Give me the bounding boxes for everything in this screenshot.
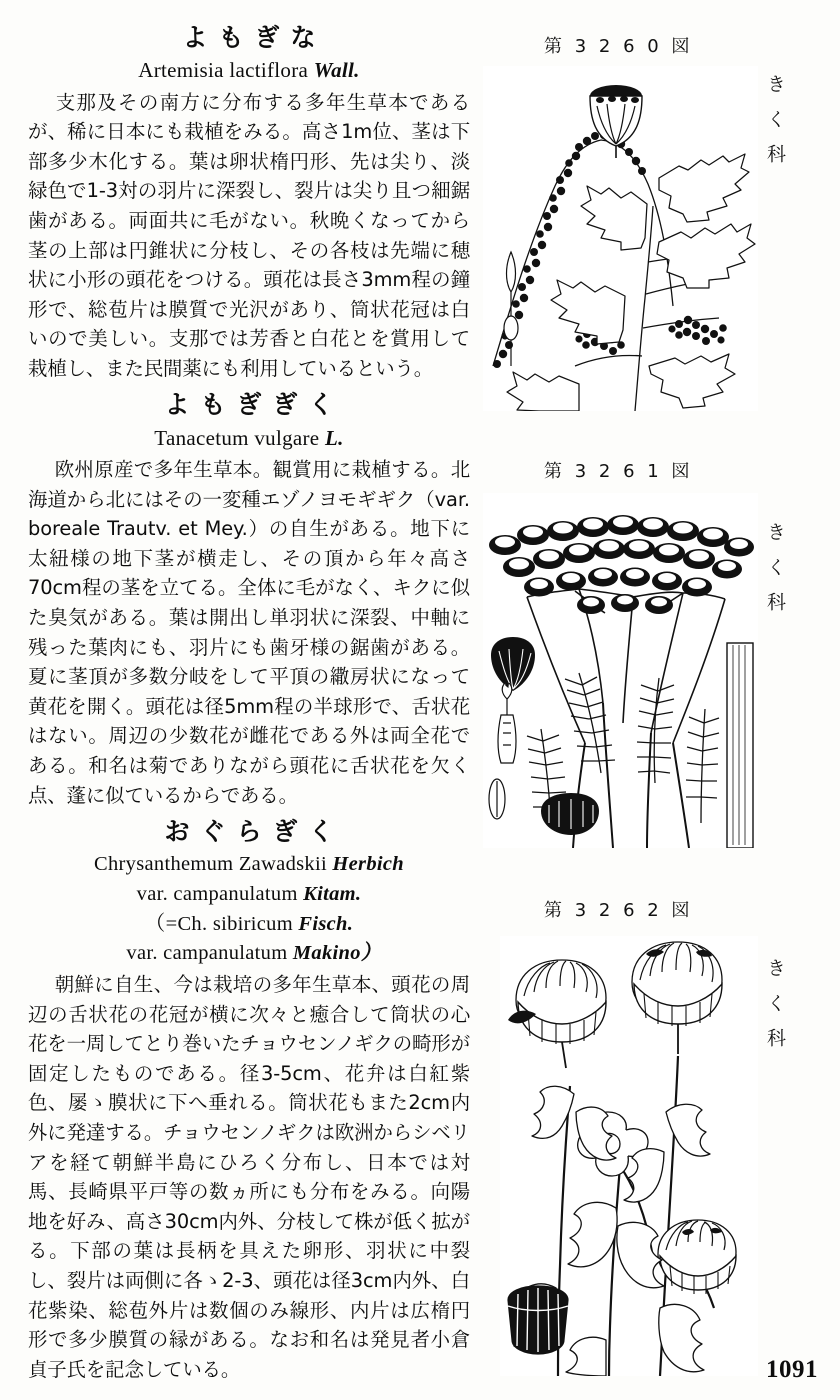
entry-ogurakiku [28,816,470,1384]
family-label-vertical: きく科 [764,522,786,627]
artemisia-lactiflora-illustration [483,66,758,411]
tanacetum-vulgare-illustration [483,493,758,848]
entry-yomogigiku [28,389,470,810]
entry-japanese-name: よもぎな [182,23,327,52]
entry-description [28,88,470,384]
page-number: 1091 [766,1356,818,1383]
chrysanthemum-zawadskii-illustration [500,936,758,1376]
entry-scientific-name [28,57,470,84]
figure-caption: 第 3 2 6 1 図 [544,461,693,482]
scientific-synonym: （=Ch. sibiricum [144,912,293,935]
text-column [28,22,470,1386]
scientific-authority: Wall. [313,58,360,83]
scientific-binomial: Chrysanthemum Zawadskii [94,853,327,876]
scientific-variety: var. campanulatum [136,883,298,906]
figure-3260 [478,0,840,411]
family-label-vertical: きく科 [764,958,786,1063]
entry-description-text: 支那及その南方に分布する多年生草本であるが、稀に日本にも栽植をみる。高さ1m位、茎は下部多少木化する。葉は卵状楕円形、先は尖り、淡緑色で1-3対の羽片に深裂し、裂片は尖り且つ細鋸歯がある。両面共に毛がない。秋晩くなってから茎の上部は円錐状に分枝し、その各枝は先端に穂状に小形の頭花をつける。頭花は長さ3mm程の鐘形で、総苞片は膜質で光沢があり、筒状花冠は白いので美しい。支那では芳香と白花とを賞用して栽植し、また民間薬にも利用しているという。 [28,90,470,380]
scientific-authority: L. [325,425,344,450]
entry-yomogina [28,22,470,383]
figure-column [478,0,840,1400]
entry-description-text: 朝鮮に自生、今は栽培の多年生草本、頭花の周辺の舌状花の花冠が横に次々と癒合して筒状の心花を一周してとり巻いたチョウセンノギクの畸形が固定したものである。径3-5cm、花弁は白紅紫色、屡ゝ膜状に下へ垂れる。筒状花もまた2cm内外に発達する。チョウセンノギクは欧洲からシベリアを経て朝鮮半島にひろく分布し、日本では対馬、長崎県平戸等の数ヵ所にも分布をみる。向陽地を好み、高さ30cm内外、分枝して株が低く拡がる。下部の葉は長柄を具えた卵形、羽状に中裂し、裂片は両側に各ゝ2-3、頭花は径3cm内外、白花紫染、総苞外片は数個のみ線形、内片は広楕円形で多少膜質の縁がある。なお和名は発見者小倉貞子氏を記念している。 [28,972,470,1381]
figure-caption: 第 3 2 6 0 図 [544,36,693,57]
scientific-variety: var. campanulatum [126,942,288,965]
entry-description [28,455,470,810]
family-label-vertical: きく科 [764,74,786,179]
entry-scientific-name [28,425,470,452]
figure-3261 [478,432,840,848]
entry-japanese-name: おぐらぎく [164,817,345,847]
scientific-binomial: Artemisia lactiflora [138,58,309,83]
scientific-binomial: Tanacetum vulgare [154,425,320,450]
entry-scientific-name-line-2 [28,881,470,908]
scientific-authority: Kitam. [303,883,362,906]
entry-scientific-synonym-line-1 [28,911,470,938]
entry-japanese-name: よもぎぎく [164,390,345,420]
scientific-authority: Makino） [292,942,382,965]
scientific-authority: Fisch. [298,912,354,935]
entry-scientific-synonym-line-2 [28,940,470,967]
figure-caption: 第 3 2 6 2 図 [544,900,693,921]
scientific-authority: Herbich [332,853,404,876]
entry-description-text: 欧州原産で多年生草本。観賞用に栽植する。北海道から北にはその一変種エゾノヨモギギク（var. boreale Trautv. et Mey.）の自生がある。地下に太紐様の地下茎が横走し、その頂から年々高さ70cm程の茎を立てる。全体に毛がなく、キクに似た臭気がある。葉は開出し単羽状に深裂、中軸に残った葉肉にも、羽片にも歯牙様の鋸歯がある。夏に茎頂が多数分岐をして平頂の繖房状になって黄花を開く。頭花は径5mm程の半球形で、舌状花はない。周辺の少数花が雌花である外は両全花である。和名は菊でありながら頭花に舌状花を欠く点、蓬に似ているからである。 [28,458,470,807]
figure-3262 [478,872,840,1376]
entry-description [28,970,470,1384]
entry-scientific-name-line-1 [28,851,470,878]
